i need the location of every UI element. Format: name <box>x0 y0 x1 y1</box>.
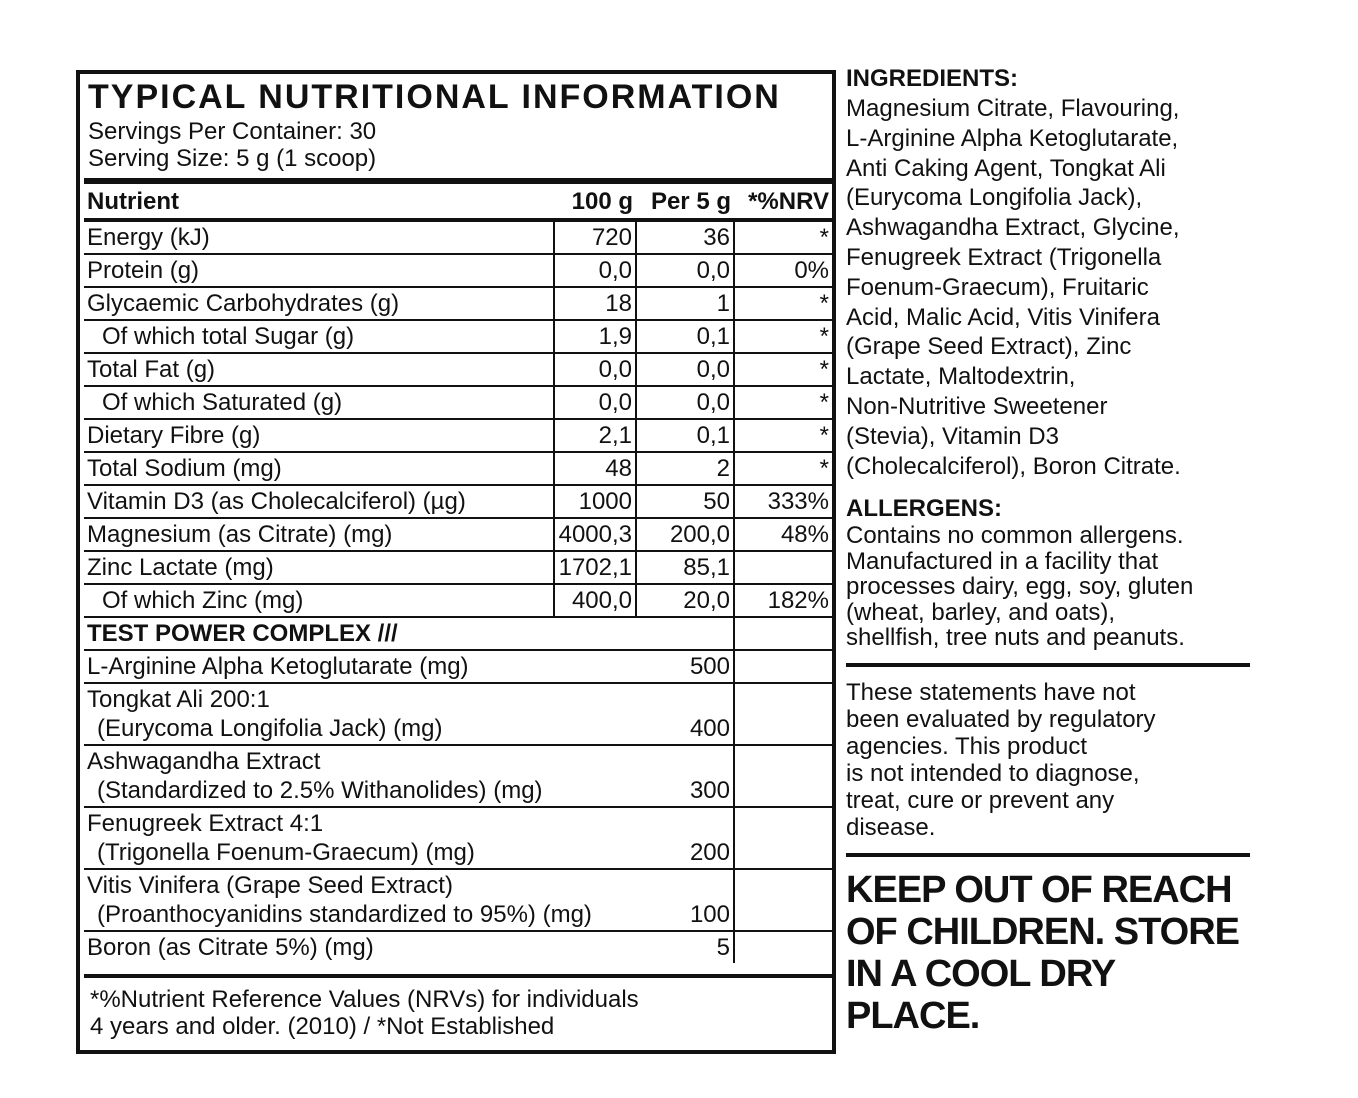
row-value-100g: 0,0 <box>554 386 636 419</box>
row-value-100g: 4000,3 <box>554 518 636 551</box>
row-nrv: 0% <box>734 254 832 287</box>
complex-row <box>84 931 832 963</box>
row-label: Energy (kJ) <box>84 220 554 254</box>
ingredients-text <box>846 94 1254 481</box>
warning-line: IN A COOL DRY PLACE. <box>846 952 1115 1037</box>
empty-cell <box>734 931 832 963</box>
row-value-100g: 0,0 <box>554 254 636 287</box>
header-per-5g: Per 5 g <box>650 187 731 215</box>
complex-value: 5 <box>636 931 734 963</box>
row-value-per-5g: 0,1 <box>636 419 734 452</box>
empty-cell <box>734 745 832 807</box>
complex-value: 100 <box>636 869 734 931</box>
panel-title: TYPICAL NUTRITIONAL INFORMATION <box>88 78 781 116</box>
table-row <box>84 254 832 287</box>
ingredients-line: Anti Caking Agent, Tongkat Ali <box>846 154 1166 182</box>
ingredients-line: (Eurycoma Longifolia Jack), <box>846 184 1143 212</box>
row-nrv: * <box>734 419 832 452</box>
disclaimer-text <box>846 679 1254 841</box>
row-label: Dietary Fibre (g) <box>84 419 554 452</box>
ingredients-line: (Stevia), Vitamin D3 <box>846 422 1059 450</box>
empty-cell <box>734 869 832 931</box>
row-nrv <box>734 551 832 584</box>
row-value-100g: 2,1 <box>554 419 636 452</box>
row-label: Total Fat (g) <box>84 353 554 386</box>
table-row <box>84 287 832 320</box>
ingredients-heading: INGREDIENTS: <box>846 65 1019 92</box>
empty-cell <box>734 617 832 650</box>
row-value-per-5g: 200,0 <box>636 518 734 551</box>
complex-label-line2: (Trigonella Foenum-Graecum) (mg) <box>97 839 475 866</box>
row-value-per-5g: 0,0 <box>636 386 734 419</box>
nutrition-table <box>84 184 832 963</box>
footnote-line: 4 years and older. (2010) / *Not Established <box>90 1013 555 1040</box>
complex-row <box>84 745 832 807</box>
row-nrv: * <box>734 353 832 386</box>
allergens-line: processes dairy, egg, soy, gluten <box>846 573 1194 601</box>
complex-label-line2: (Standardized to 2.5% Withanolides) (mg) <box>97 777 543 804</box>
disclaimer-line: agencies. This product <box>846 732 1088 760</box>
complex-label-line1: Vitis Vinifera (Grape Seed Extract) <box>87 872 453 899</box>
table-row <box>84 386 832 419</box>
row-nrv: * <box>734 220 832 254</box>
row-nrv: * <box>734 386 832 419</box>
disclaimer-line: disease. <box>846 813 936 841</box>
table-row <box>84 320 832 353</box>
allergens-text <box>846 523 1254 651</box>
disclaimer-line: treat, cure or prevent any <box>846 786 1115 814</box>
row-nrv: * <box>734 287 832 320</box>
storage-warning <box>846 869 1254 1037</box>
side-panel <box>846 64 1254 1037</box>
header-100g: 100 g <box>571 187 633 215</box>
ingredients-line: Non-Nutritive Sweetener <box>846 392 1108 420</box>
complex-section-header <box>84 617 832 650</box>
complex-label: Boron (as Citrate 5%) (mg) <box>84 931 636 963</box>
allergens-line: (wheat, barley, and oats), <box>846 598 1116 626</box>
ingredients-line: (Cholecalciferol), Boron Citrate. <box>846 452 1181 480</box>
disclaimer-line: been evaluated by regulatory <box>846 705 1156 733</box>
allergens-line: Manufactured in a facility that <box>846 547 1159 575</box>
row-label: Magnesium (as Citrate) (mg) <box>84 518 554 551</box>
row-value-100g: 400,0 <box>554 584 636 617</box>
disclaimer-line: These statements have not <box>846 678 1136 706</box>
complex-label: L-Arginine Alpha Ketoglutarate (mg) <box>84 650 636 683</box>
ingredients-line: Fenugreek Extract (Trigonella <box>846 243 1162 271</box>
complex-row <box>84 869 832 931</box>
complex-row <box>84 807 832 869</box>
table-row <box>84 419 832 452</box>
empty-cell <box>734 807 832 869</box>
ingredients-line: Lactate, Maltodextrin, <box>846 363 1076 391</box>
ingredients-line: Ashwagandha Extract, Glycine, <box>846 214 1180 242</box>
empty-cell <box>734 650 832 683</box>
empty-cell <box>734 683 832 745</box>
complex-row <box>84 683 832 745</box>
table-row <box>84 584 832 617</box>
ingredients-line: L-Arginine Alpha Ketoglutarate, <box>846 124 1179 152</box>
row-value-per-5g: 2 <box>636 452 734 485</box>
complex-label-line2: (Eurycoma Longifolia Jack) (mg) <box>97 715 443 742</box>
warning-line: OF CHILDREN. STORE <box>846 910 1239 953</box>
header-nutrient: Nutrient <box>87 187 179 215</box>
header-nrv: *%NRV <box>748 187 829 215</box>
table-row <box>84 353 832 386</box>
footnote-line: *%Nutrient Reference Values (NRVs) for individuals <box>90 986 639 1013</box>
complex-row <box>84 650 832 683</box>
row-value-per-5g: 50 <box>636 485 734 518</box>
ingredients-line: Foenum-Graecum), Fruitaric <box>846 273 1149 301</box>
row-value-per-5g: 1 <box>636 287 734 320</box>
complex-value: 200 <box>636 807 734 869</box>
row-label: Glycaemic Carbohydrates (g) <box>84 287 554 320</box>
row-nrv: 182% <box>734 584 832 617</box>
allergens-line: Contains no common allergens. <box>846 522 1184 550</box>
row-label: Of which Zinc (mg) <box>84 584 554 617</box>
ingredients-line: Magnesium Citrate, Flavouring, <box>846 95 1180 122</box>
nutrition-panel <box>76 70 836 1054</box>
row-nrv: 333% <box>734 485 832 518</box>
row-value-per-5g: 0,0 <box>636 254 734 287</box>
row-value-per-5g: 20,0 <box>636 584 734 617</box>
table-row <box>84 518 832 551</box>
table-row <box>84 485 832 518</box>
row-label: Of which Saturated (g) <box>84 386 554 419</box>
row-label: Vitamin D3 (as Cholecalciferol) (µg) <box>84 485 554 518</box>
table-row <box>84 220 832 254</box>
row-nrv: 48% <box>734 518 832 551</box>
serving-size: Serving Size: 5 g (1 scoop) <box>88 145 377 172</box>
row-label: Of which total Sugar (g) <box>84 320 554 353</box>
complex-label <box>84 869 636 931</box>
complex-label <box>84 745 636 807</box>
table-row <box>84 452 832 485</box>
complex-label-line1: Fenugreek Extract 4:1 <box>87 810 324 837</box>
complex-value: 400 <box>636 683 734 745</box>
complex-label-line2: (Proanthocyanidins standardized to 95%) (mg) <box>97 901 592 928</box>
complex-title: TEST POWER COMPLEX /// <box>84 617 734 650</box>
row-value-100g: 0,0 <box>554 353 636 386</box>
row-label: Protein (g) <box>84 254 554 287</box>
row-value-100g: 1000 <box>554 485 636 518</box>
complex-label <box>84 807 636 869</box>
row-label: Zinc Lactate (mg) <box>84 551 554 584</box>
row-value-100g: 720 <box>554 220 636 254</box>
ingredients-line: Acid, Malic Acid, Vitis Vinifera <box>846 303 1160 331</box>
row-value-per-5g: 36 <box>636 220 734 254</box>
warning-line: KEEP OUT OF REACH <box>846 868 1232 911</box>
row-value-100g: 1,9 <box>554 320 636 353</box>
row-nrv: * <box>734 320 832 353</box>
row-value-per-5g: 85,1 <box>636 551 734 584</box>
row-value-per-5g: 0,0 <box>636 353 734 386</box>
ingredients-line: (Grape Seed Extract), Zinc <box>846 333 1132 361</box>
servings-per-container: Servings Per Container: 30 <box>88 118 377 145</box>
table-header <box>84 184 832 220</box>
row-value-100g: 48 <box>554 452 636 485</box>
row-label: Total Sodium (mg) <box>84 452 554 485</box>
row-nrv: * <box>734 452 832 485</box>
disclaimer-line: is not intended to diagnose, <box>846 759 1140 787</box>
complex-label <box>84 683 636 745</box>
divider <box>846 663 1250 667</box>
allergens-heading: ALLERGENS: <box>846 495 1002 523</box>
row-value-100g: 1702,1 <box>554 551 636 584</box>
complex-value: 300 <box>636 745 734 807</box>
complex-value: 500 <box>636 650 734 683</box>
complex-label-line1: Ashwagandha Extract <box>87 748 321 775</box>
allergens-line: shellfish, tree nuts and peanuts. <box>846 624 1185 652</box>
row-value-100g: 18 <box>554 287 636 320</box>
divider <box>846 853 1250 857</box>
table-row <box>84 551 832 584</box>
complex-label-line1: Tongkat Ali 200:1 <box>87 686 270 713</box>
footnote <box>84 974 832 1040</box>
row-value-per-5g: 0,1 <box>636 320 734 353</box>
